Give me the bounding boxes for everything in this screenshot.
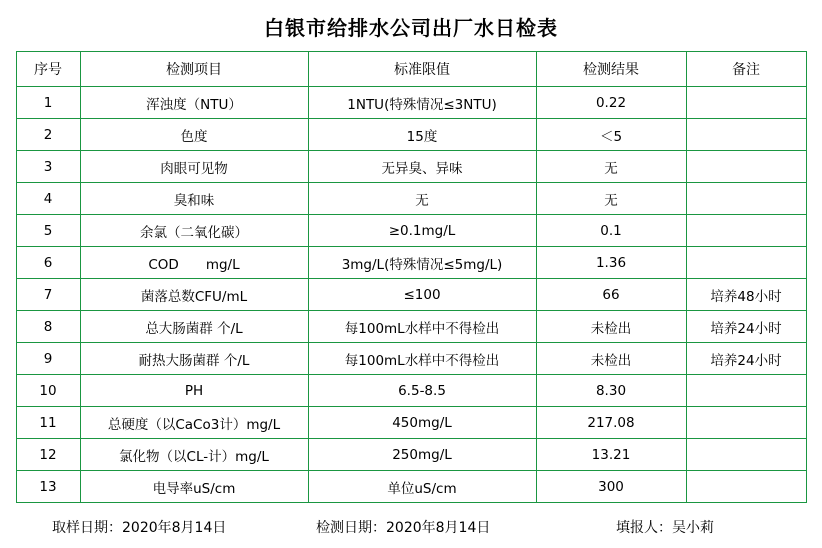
cell-index: 5	[16, 215, 80, 247]
column-header-standard: 标准限值	[308, 52, 536, 87]
cell-item: PH	[80, 375, 308, 407]
cell-item: 总大肠菌群 个/L	[80, 311, 308, 343]
cell-remark	[686, 183, 806, 215]
cell-standard: ≤100	[308, 279, 536, 311]
cell-item: COD mg/L	[80, 247, 308, 279]
cell-index: 1	[16, 87, 80, 119]
cell-index: 11	[16, 407, 80, 439]
cell-standard: 无异臭、异味	[308, 151, 536, 183]
test-date: 检测日期：2020年8月14日	[316, 520, 491, 536]
page-title: 白银市给排水公司出厂水日检表	[264, 16, 558, 40]
table-row	[16, 439, 806, 471]
table-row	[16, 343, 806, 375]
cell-result: 未检出	[536, 311, 686, 343]
cell-result: 0.1	[536, 215, 686, 247]
cell-item: 色度	[80, 119, 308, 151]
cell-remark	[686, 119, 806, 151]
sample-date: 取样日期：2020年8月14日	[52, 520, 227, 536]
cell-standard: 450mg/L	[308, 407, 536, 439]
cell-remark	[686, 151, 806, 183]
table-row	[16, 279, 806, 311]
cell-item: 臭和味	[80, 183, 308, 215]
cell-result: 1.36	[536, 247, 686, 279]
cell-index: 12	[16, 439, 80, 471]
cell-index: 10	[16, 375, 80, 407]
cell-remark	[686, 375, 806, 407]
cell-index: 8	[16, 311, 80, 343]
cell-item: 余氯（二氧化碳）	[80, 215, 308, 247]
water-quality-table	[16, 51, 807, 503]
cell-result: 300	[536, 471, 686, 503]
table-header-row	[16, 52, 806, 87]
cell-index: 7	[16, 279, 80, 311]
cell-result: 0.22	[536, 87, 686, 119]
column-header-index: 序号	[16, 52, 80, 87]
column-header-remark: 备注	[686, 52, 806, 87]
cell-index: 13	[16, 471, 80, 503]
table-row	[16, 183, 806, 215]
cell-result: 无	[536, 151, 686, 183]
cell-result: 13.21	[536, 439, 686, 471]
cell-standard: 15度	[308, 119, 536, 151]
cell-remark	[686, 87, 806, 119]
cell-item: 肉眼可见物	[80, 151, 308, 183]
cell-item: 浑浊度（NTU）	[80, 87, 308, 119]
cell-standard: 3mg/L(特殊情况≤5mg/L)	[308, 247, 536, 279]
table-row	[16, 215, 806, 247]
cell-standard: 6.5-8.5	[308, 375, 536, 407]
cell-item: 氯化物（以CL-计）mg/L	[80, 439, 308, 471]
cell-remark	[686, 247, 806, 279]
cell-standard: 无	[308, 183, 536, 215]
cell-standard: 单位uS/cm	[308, 471, 536, 503]
report-footer	[16, 503, 806, 537]
reporter-name: 填报人：吴小莉	[616, 520, 714, 536]
cell-standard: ≥0.1mg/L	[308, 215, 536, 247]
column-header-item: 检测项目	[80, 52, 308, 87]
cell-result: 66	[536, 279, 686, 311]
cell-result: 无	[536, 183, 686, 215]
cell-result: 8.30	[536, 375, 686, 407]
cell-standard: 250mg/L	[308, 439, 536, 471]
cell-result: ＜5	[536, 119, 686, 151]
table-row	[16, 151, 806, 183]
cell-standard: 1NTU(特殊情况≤3NTU)	[308, 87, 536, 119]
cell-remark: 培养48小时	[686, 279, 806, 311]
table-row	[16, 87, 806, 119]
cell-item: 菌落总数CFU/mL	[80, 279, 308, 311]
table-row	[16, 247, 806, 279]
cell-remark	[686, 439, 806, 471]
cell-item: 电导率uS/cm	[80, 471, 308, 503]
cell-result: 217.08	[536, 407, 686, 439]
table-row	[16, 119, 806, 151]
cell-index: 3	[16, 151, 80, 183]
cell-remark	[686, 407, 806, 439]
cell-standard: 每100mL水样中不得检出	[308, 311, 536, 343]
table-row	[16, 471, 806, 503]
cell-remark: 培养24小时	[686, 311, 806, 343]
cell-remark	[686, 215, 806, 247]
cell-index: 9	[16, 343, 80, 375]
cell-standard: 每100mL水样中不得检出	[308, 343, 536, 375]
cell-index: 2	[16, 119, 80, 151]
cell-remark: 培养24小时	[686, 343, 806, 375]
cell-index: 4	[16, 183, 80, 215]
table-row	[16, 311, 806, 343]
cell-result: 未检出	[536, 343, 686, 375]
cell-item: 总硬度（以CaCo3计）mg/L	[80, 407, 308, 439]
column-header-result: 检测结果	[536, 52, 686, 87]
cell-remark	[686, 471, 806, 503]
table-row	[16, 407, 806, 439]
cell-index: 6	[16, 247, 80, 279]
cell-item: 耐热大肠菌群 个/L	[80, 343, 308, 375]
table-row	[16, 375, 806, 407]
